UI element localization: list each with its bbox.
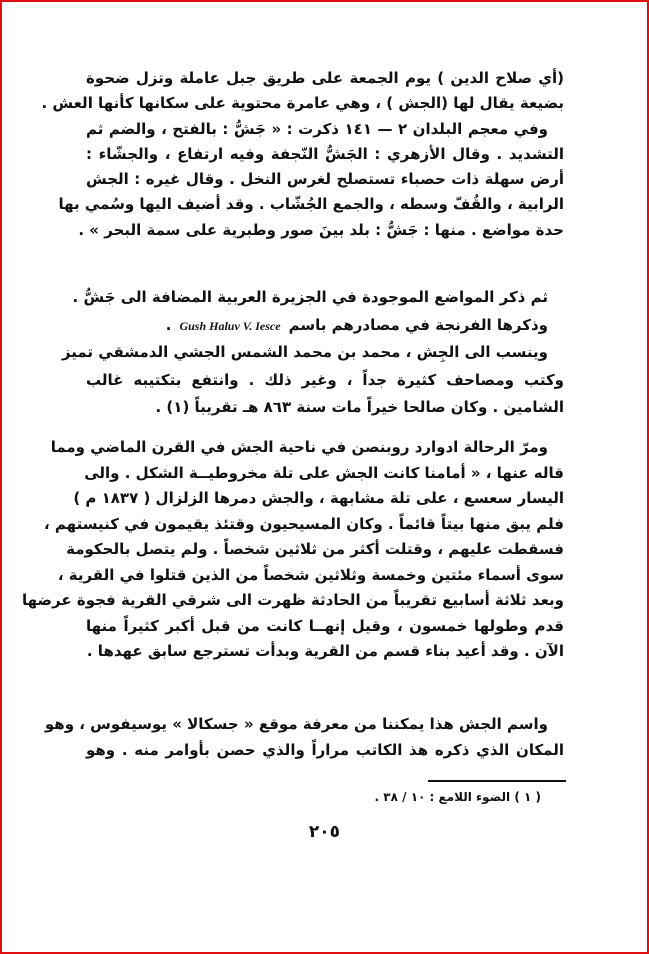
paragraph-5 xyxy=(22,435,564,665)
paragraphs-2-4 xyxy=(61,284,564,422)
text-line: فسقطت عليهم ، وقتلت أكثر من ثلاثين شخصاً . ولم يتصل بالحكومة xyxy=(66,540,564,558)
text-line: سوى أسماء مئتين وخمسة وثلاثين شخصاً من الذين قتلوا في القرية ، xyxy=(57,565,564,584)
text-line: الآن . وقد أعيد بناء قسم من القرية وبدأت تسترجع سابق عهدها . xyxy=(86,642,564,660)
paragraph-6 xyxy=(44,711,564,763)
text-line: وفي معجم البلدان ٢ — ١٤١ ذكرت : « جَشُّ : بالفتح ، والضم ثم xyxy=(86,119,548,138)
latin-name: Gush Haluv V. Iesce xyxy=(179,318,281,333)
text-line: قاله عنها ، « أمامنا كانت الجش على تلة مخروطيــة الشكل . والى xyxy=(84,463,564,482)
text-end: . xyxy=(165,315,172,334)
text-line: الشامين . وكان صالحا خيراً مات سنة ٨٦٣ هـ تقريباً (١) . xyxy=(155,398,564,416)
text-line: وينسب الى الجِش ، محمد بن محمد الشمس الجشي الدمشقي تميز xyxy=(61,343,548,361)
text-line: (أي صلاح الدين ) يوم الجمعة على طريق جبل عاملة وتزل ضحوة xyxy=(86,69,564,87)
text-line: واسم الجش هذا يمكننا من معرفة موقع « جسكالا » يوسيفوس ، وهو xyxy=(44,715,548,733)
footnote-divider xyxy=(428,780,566,782)
text-line: اليسار سعسع ، على تلة مشابهة ، والجش دمرها الزلزال ( ١٨٣٧ م ) xyxy=(73,489,564,507)
text-line: وبعد ثلاثة أسابيع تقريباً من الحادثة ظهرت الى شرقي القرية فجوة عرضها xyxy=(22,591,564,609)
text-line: ومرّ الرحالة ادوارد روبنصن في ناحية الجش في القرن الماضي ومما xyxy=(50,438,548,456)
text-line: المكان الذي ذكره هذ الكاتب مراراً والذي حصن بأوامر منه . وهو xyxy=(86,741,564,759)
paragraph-1 xyxy=(41,66,564,243)
text-line: الرابية ، والقُفّ وسطه ، والجمع الجُشّاب . وقد أضيف اليها وسُمي بها xyxy=(58,195,564,214)
text-line: التشديد . وقال الأزهري : الجَشُّ النّجفة وفيه ارتفاع ، والجشّاء : xyxy=(86,144,564,163)
text-line: وكتب ومصاحف كثيرة جداً ، وغير ذلك . وانتفع بتكتيبه غالب xyxy=(86,370,564,389)
text-line: حدة مواضع . منها : جَشُّ : بلد بينَ صور وطبرية على سمة البحر » . xyxy=(78,220,564,239)
text-arabic: وذكرها الفرنجة في مصادرهم باسم xyxy=(288,315,548,334)
text-line: أرض سهلة ذات حصباء تستصلح لغرس النخل . وقال غيره : الجش xyxy=(86,170,564,189)
text-line: فلم يبق منها بيتاً قائماً . وكان المسيحيون وقتئذ يقيمون في كنيستهم ، xyxy=(43,514,564,533)
text-line: ثم ذكر المواضع الموجودة في الجزيرة العربية المضافة الى جَشُّ . xyxy=(72,288,548,306)
footnote: ( ١ ) الضوء اللامع : ١٠ / ٣٨ . xyxy=(374,790,541,804)
text-line: بضيعة يقال لها (الجش ) ، وهي عامرة محتوية على سكانها كأنها العش . xyxy=(41,94,564,113)
text-line-latin-name xyxy=(86,312,564,340)
text-line: قدم وطولها خمسون ، وقيل إنهــا كانت من قبل أكبر كثيراً منها xyxy=(86,616,564,635)
page-number: ٢٠٥ xyxy=(308,822,341,842)
